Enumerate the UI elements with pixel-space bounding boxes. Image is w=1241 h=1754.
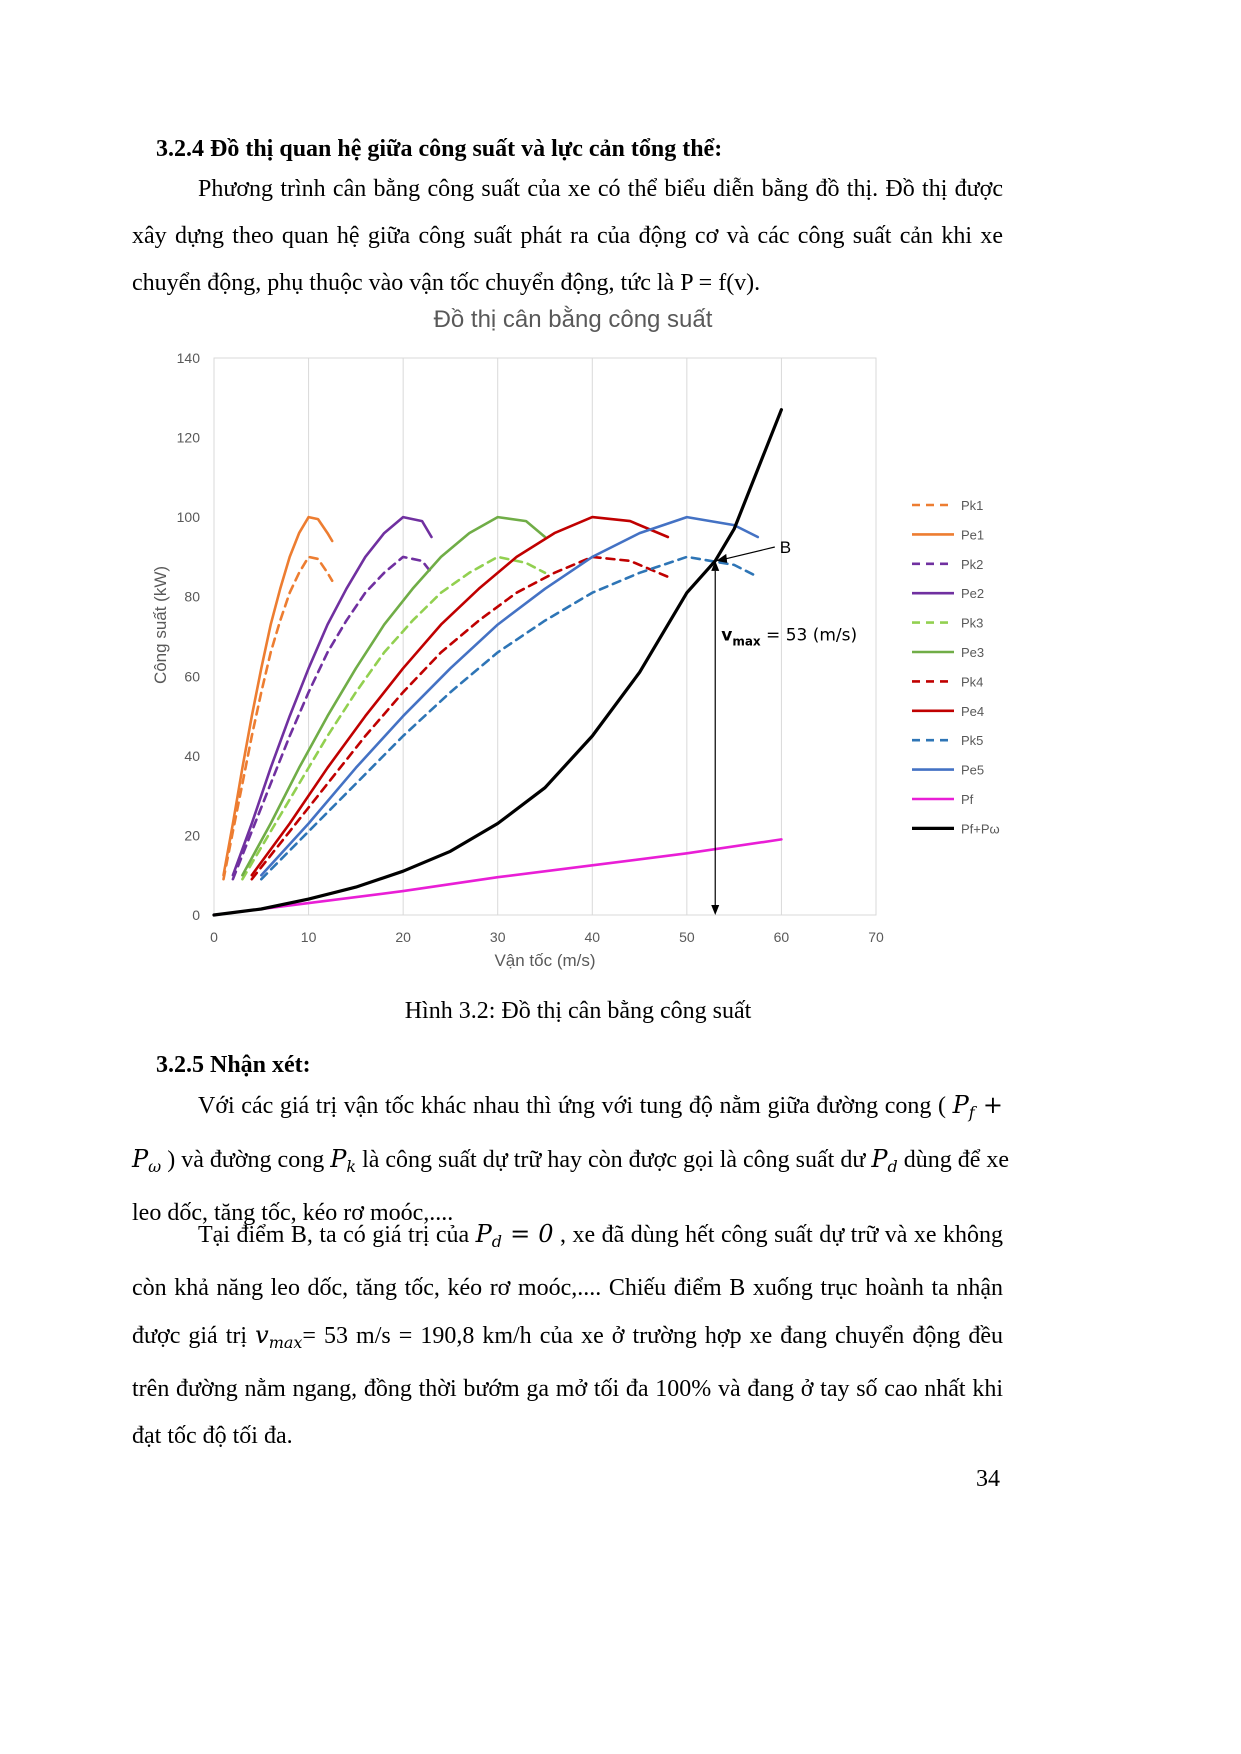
intro-line: Phương trình cân bằng công suất của xe có thể biểu diễn bằng đồ thị. Đồ thị được: [198, 176, 1003, 202]
legend-label: Pe5: [961, 762, 985, 778]
legend-label: Pf: [961, 792, 974, 807]
intro-line: xây dựng theo quan hệ giữa công suất phát ra của động cơ và các công suất cản khi xe: [132, 223, 1003, 249]
projection-arrowhead-bottom: [711, 905, 719, 915]
chart-legend: [912, 498, 1000, 836]
remark-text: là công suất dự trữ hay còn được gọi là công suất dư: [362, 1147, 866, 1173]
x-axis-label: Vận tốc (m/s): [494, 951, 596, 970]
pd-equals-zero: $P_d = 0$: [475, 1220, 554, 1251]
remark-line: trên đường nằm ngang, đồng thời bướm ga mở tối đa 100% và đang ở tay số cao nhất khi: [132, 1376, 1003, 1402]
legend-label: Pk3: [961, 615, 984, 631]
intro-paragraph: [132, 166, 1003, 307]
legend-label: Pe4: [961, 703, 985, 719]
chart-annotations: [711, 538, 857, 915]
remark-text: Với các giá trị vận tốc khác nhau thì ứng với tung độ nằm giữa đường cong (: [198, 1093, 946, 1119]
remark-line: [132, 1082, 1003, 1136]
legend-label: Pe1: [961, 527, 985, 543]
point-b-pointer: [725, 547, 775, 559]
legend-label: Pk4: [961, 674, 984, 690]
remark-line: đạt tốc độ tối đa.: [132, 1423, 293, 1449]
x-tick-label: 50: [679, 929, 695, 945]
series-line-pe1: [224, 517, 333, 875]
series-line-pk5: [261, 557, 758, 879]
pk-symbol: $P_k$: [330, 1145, 357, 1176]
page-number: 34: [976, 1466, 1000, 1492]
section-heading-325: 3.2.5 Nhận xét:: [156, 1052, 311, 1078]
x-axis-ticks: [210, 929, 884, 945]
vmax-symbol-text: $v_{max}$: [255, 1321, 303, 1352]
pomega-symbol: $P_\omega$: [132, 1145, 162, 1176]
remark-line: còn khả năng leo dốc, tăng tốc, kéo rơ moóc,.... Chiếu điểm B xuống trục hoành ta nhận: [132, 1275, 1003, 1301]
remark-line: [132, 1312, 1003, 1366]
pd-symbol: $P_d$: [871, 1145, 898, 1176]
y-axis-label: Công suất (kW): [151, 565, 170, 685]
section-heading-324: 3.2.4 Đồ thị quan hệ giữa công suất và lực cản tổng thể:: [156, 136, 723, 162]
remark-text: được giá trị: [132, 1323, 248, 1349]
remark-text: dùng để xe: [903, 1147, 1010, 1173]
remark-line: [132, 1211, 1003, 1265]
y-tick-label: 60: [184, 668, 200, 685]
remark-text: , xe đã dùng hết công suất dự trữ và xe không: [560, 1222, 1004, 1248]
x-tick-label: 70: [868, 929, 884, 945]
remark-text: ) và đường cong: [167, 1147, 325, 1173]
y-tick-label: 40: [184, 747, 200, 764]
series-line-pe5: [261, 517, 758, 875]
vmax-symbol: v: [721, 625, 733, 646]
vmax-label: [721, 625, 857, 648]
remark-line: [132, 1136, 1010, 1190]
x-tick-label: 40: [584, 929, 601, 945]
legend-label: Pe3: [961, 645, 985, 660]
remark-text: = 53 m/s = 190,8 km/h của xe ở trường hợp xe đang chuyển động đều: [302, 1323, 1004, 1349]
y-tick-label: 100: [176, 509, 200, 526]
remark-paragraph-2: [132, 1211, 1003, 1460]
legend-label: Pk5: [961, 733, 984, 749]
remark-line: leo dốc, tăng tốc, kéo rơ moóc,....: [132, 1200, 454, 1226]
y-axis-ticks: [177, 350, 201, 923]
x-tick-label: 60: [773, 929, 790, 945]
x-tick-label: 30: [489, 929, 506, 945]
vmax-value: = 53 (m/s): [760, 625, 858, 646]
x-tick-label: 10: [300, 929, 317, 945]
series-line-pk1: [224, 557, 333, 879]
y-tick-label: 20: [184, 827, 200, 844]
legend-label: Pe2: [961, 586, 985, 602]
legend-label: Pf+Pω: [961, 821, 1000, 837]
y-tick-label: 80: [184, 588, 200, 605]
pf-symbol: $P_f$ +: [952, 1091, 1003, 1122]
y-tick-label: 120: [176, 429, 200, 446]
x-tick-label: 20: [395, 929, 411, 945]
figure-caption: Hình 3.2: Đồ thị cân bằng công suất: [404, 998, 752, 1024]
intro-line: chuyển động, phụ thuộc vào vận tốc chuyển động, tức là P = f(v).: [132, 270, 761, 296]
y-tick-label: 0: [192, 907, 200, 923]
legend-label: Pk1: [961, 498, 984, 513]
y-tick-label: 140: [176, 350, 200, 366]
series-line-pe4: [252, 517, 668, 875]
series-line-pe2: [233, 517, 432, 875]
chart-title: Đồ thị cân bằng công suất: [433, 305, 713, 333]
power-balance-chart: [151, 305, 1140, 1100]
x-tick-label: 0: [210, 929, 218, 945]
vmax-subscript: max: [732, 634, 761, 649]
point-b-label: B: [779, 537, 792, 557]
remark-text: Tại điểm B, ta có giá trị của: [198, 1222, 470, 1248]
legend-label: Pk2: [961, 556, 984, 572]
